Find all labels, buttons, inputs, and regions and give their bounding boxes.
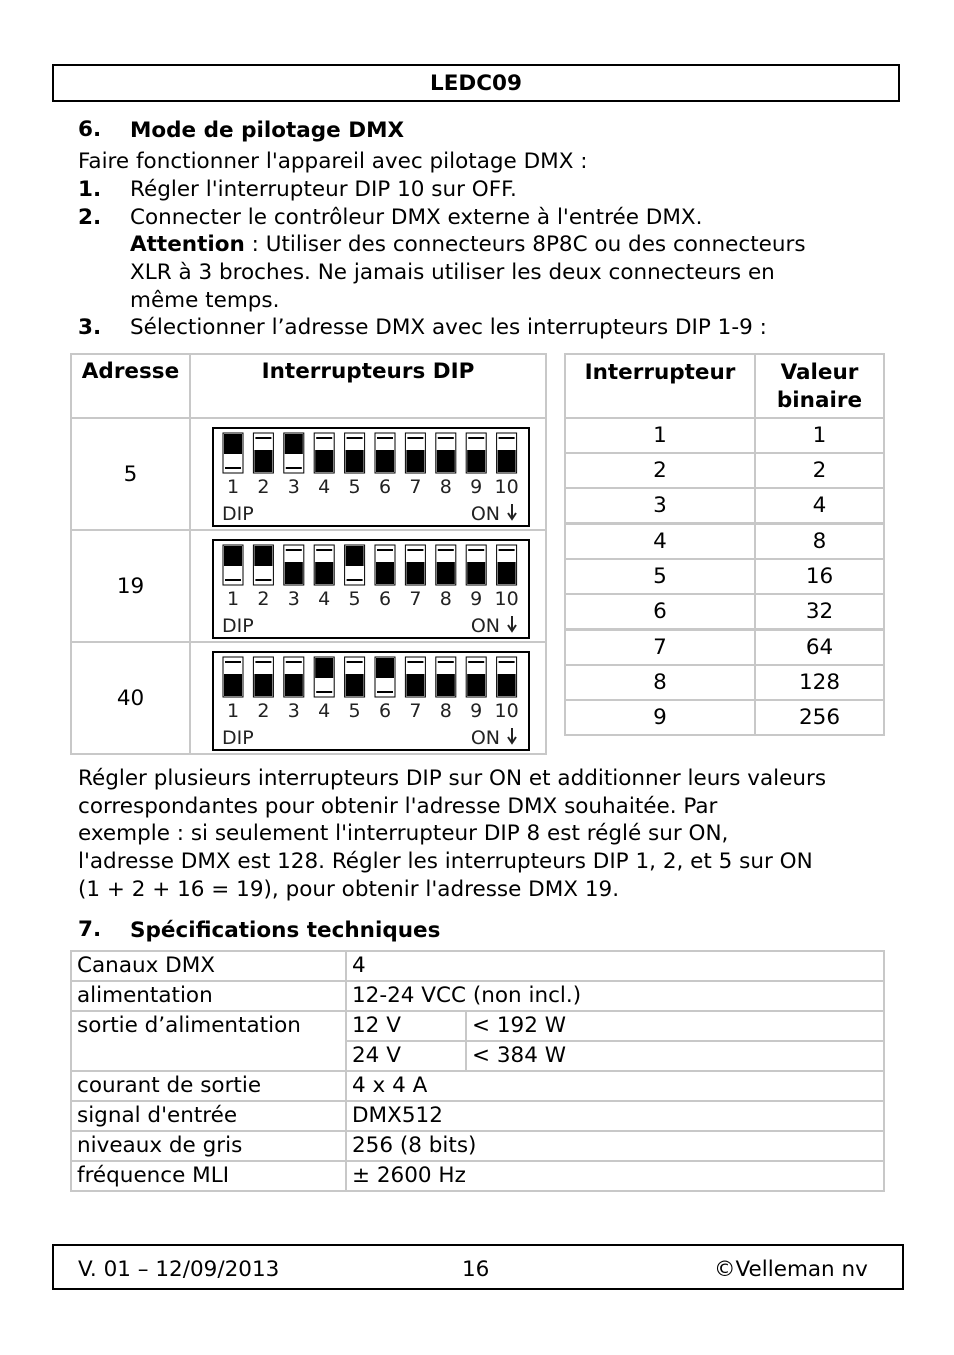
address-cell: 5 [71, 418, 190, 530]
dip-switch-5 [345, 545, 365, 610]
dip-number-label: 3 [287, 475, 300, 498]
dip-number-label: 7 [409, 699, 422, 722]
explanation-line: l'adresse DMX est 128. Régler les interrupteurs DIP 1, 2, et 5 sur ON [78, 849, 813, 874]
dip-switch-bank [212, 424, 532, 528]
dip-number-label: 8 [439, 475, 452, 498]
explanation-line: Régler plusieurs interrupteurs DIP sur ON et additionner leurs valeurs [78, 766, 827, 791]
dip-switch-10 [495, 545, 519, 610]
dip-number-label: 3 [287, 587, 300, 610]
dip-switch-9 [466, 657, 486, 722]
step-text: Régler l'interrupteur DIP 10 sur OFF. [130, 177, 517, 202]
dip-switch-1 [223, 545, 243, 610]
dip-number-label: 4 [318, 587, 331, 610]
dip-number-label: 5 [348, 475, 361, 498]
table-row: 2 2 [565, 453, 884, 488]
dip-label: DIP [222, 726, 254, 749]
dip-switch-bank [212, 648, 532, 752]
table-row: 24 V < 384 W [71, 1041, 884, 1071]
dip-number-label: 6 [378, 475, 392, 498]
dip-switch-4 [314, 657, 334, 722]
footer-version: V. 01 – 12/09/2013 [78, 1257, 280, 1282]
dip-switch-8 [436, 657, 456, 722]
dip-switch-7 [405, 657, 425, 722]
dip-number-label: 7 [409, 475, 422, 498]
table-row: 8 128 [565, 665, 884, 700]
dip-number-label: 4 [318, 475, 331, 498]
dip-switch-10 [495, 657, 519, 722]
dip-switch-3 [284, 545, 304, 610]
dip-switch-9 [466, 433, 486, 498]
attention-line: XLR à 3 broches. Ne jamais utiliser les deux connecteurs en [130, 260, 775, 285]
dip-switch-bank [212, 536, 532, 640]
dip-number-label: 2 [257, 475, 270, 498]
down-arrow-icon [508, 616, 516, 631]
dip-switch-4 [314, 545, 334, 610]
dip-number-label: 10 [494, 587, 519, 610]
table-row: 3 4 [565, 488, 884, 524]
section6-intro: Faire fonctionner l'appareil avec pilotage DMX : [78, 149, 588, 174]
table-row: alimentation 12-24 VCC (non incl.) [71, 981, 884, 1011]
dip-number-label: 9 [470, 475, 483, 498]
dip-switch-10 [495, 433, 519, 498]
dip-switch-7 [405, 545, 425, 610]
dip-switch-3 [284, 657, 304, 722]
dip-switch-1 [223, 433, 243, 498]
attention-line: même temps. [130, 288, 280, 313]
table-row: signal d'entrée DMX512 [71, 1101, 884, 1131]
dip-number-label: 6 [378, 699, 392, 722]
dip-switch-8 [436, 433, 456, 498]
section6-title: Mode de pilotage DMX [130, 118, 405, 143]
table-row: sortie d’alimentation 12 V < 192 W [71, 1011, 884, 1041]
dip-number-label: 1 [226, 699, 240, 722]
model-name: LEDC09 [430, 71, 522, 96]
dip-switch-image [190, 642, 546, 754]
step-number: 1. [78, 177, 102, 202]
binary-value-table [564, 353, 885, 736]
on-label: ON [470, 614, 500, 637]
attention-text: : Utiliser des connecteurs 8P8C ou des connecteurs [244, 232, 806, 257]
dip-switch-7 [405, 433, 425, 498]
dip-number-label: 5 [348, 699, 361, 722]
table-row: niveaux de gris 256 (8 bits) [71, 1131, 884, 1161]
dip-switch-5 [345, 657, 365, 722]
dip-number-label: 2 [257, 699, 270, 722]
attention-label: Attention [130, 232, 245, 257]
step-number: 2. [78, 205, 102, 230]
dip-number-label: 7 [409, 587, 422, 610]
table-row: 1 1 [565, 418, 884, 453]
dip-number-label: 10 [494, 475, 519, 498]
table-row: fréquence MLI ± 2600 Hz [71, 1161, 884, 1191]
section7-number: 7. [78, 917, 102, 942]
dip-number-label: 1 [226, 475, 240, 498]
dip-switch-6 [375, 545, 395, 610]
explanation-line: exemple : si seulement l'interrupteur DIP 8 est réglé sur ON, [78, 821, 729, 846]
down-arrow-icon [508, 728, 516, 743]
address-cell: 19 [71, 530, 190, 642]
dip-switch-6 [375, 657, 395, 722]
step-number: 3. [78, 315, 102, 340]
dip-number-label: 5 [348, 587, 361, 610]
dip-number-label: 9 [470, 587, 483, 610]
dip-number-label: 6 [378, 587, 392, 610]
dip-number-label: 1 [226, 587, 240, 610]
dip-address-table [70, 353, 547, 755]
table-row: 9 256 [565, 700, 884, 735]
dip-label: DIP [222, 502, 254, 525]
section7-title: Spécifications techniques [130, 918, 441, 943]
on-label: ON [470, 726, 500, 749]
column-header-switch: Interrupteur [565, 354, 755, 418]
dip-switch-1 [223, 657, 243, 722]
on-label: ON [470, 502, 500, 525]
dip-number-label: 2 [257, 587, 270, 610]
footer-page-number: 16 [462, 1257, 490, 1282]
dip-number-label: 9 [470, 699, 483, 722]
dip-number-label: 8 [439, 587, 452, 610]
step-text: Connecter le contrôleur DMX externe à l'entrée DMX. [130, 205, 703, 230]
dip-switch-2 [253, 545, 273, 610]
dip-label: DIP [222, 614, 254, 637]
dip-number-label: 4 [318, 699, 331, 722]
column-header-value: Valeur binaire [755, 354, 884, 418]
dip-number-label: 3 [287, 699, 300, 722]
column-header-address: Adresse [71, 354, 190, 418]
footer-copyright: ©Velleman nv [714, 1257, 868, 1282]
down-arrow-icon [508, 504, 516, 519]
table-row: 6 32 [565, 594, 884, 630]
dip-switch-5 [345, 433, 365, 498]
explanation-line: (1 + 2 + 16 = 19), pour obtenir l'adresse DMX 19. [78, 877, 620, 902]
dip-number-label: 10 [494, 699, 519, 722]
dip-switch-2 [253, 657, 273, 722]
table-row: courant de sortie 4 x 4 A [71, 1071, 884, 1101]
column-header-dip: Interrupteurs DIP [190, 354, 546, 418]
explanation-line: correspondantes pour obtenir l'adresse DMX souhaitée. Par [78, 794, 718, 819]
dip-switch-8 [436, 545, 456, 610]
step-text: Sélectionner l’adresse DMX avec les interrupteurs DIP 1-9 : [130, 315, 767, 340]
table-row: Canaux DMX 4 [71, 951, 884, 981]
dip-number-label: 8 [439, 699, 452, 722]
table-row: 5 16 [565, 559, 884, 594]
dip-switch-9 [466, 545, 486, 610]
table-row: 7 64 [565, 630, 884, 666]
dip-switch-6 [375, 433, 395, 498]
attention-line [130, 231, 806, 259]
table-row: 4 8 [565, 524, 884, 560]
dip-switch-4 [314, 433, 334, 498]
dip-switch-image [190, 418, 546, 530]
section6-number: 6. [78, 117, 102, 142]
dip-switch-image [190, 530, 546, 642]
specifications-table [70, 950, 885, 1192]
dip-switch-2 [253, 433, 273, 498]
address-cell: 40 [71, 642, 190, 754]
dip-switch-3 [284, 433, 304, 498]
document-header [52, 64, 900, 102]
